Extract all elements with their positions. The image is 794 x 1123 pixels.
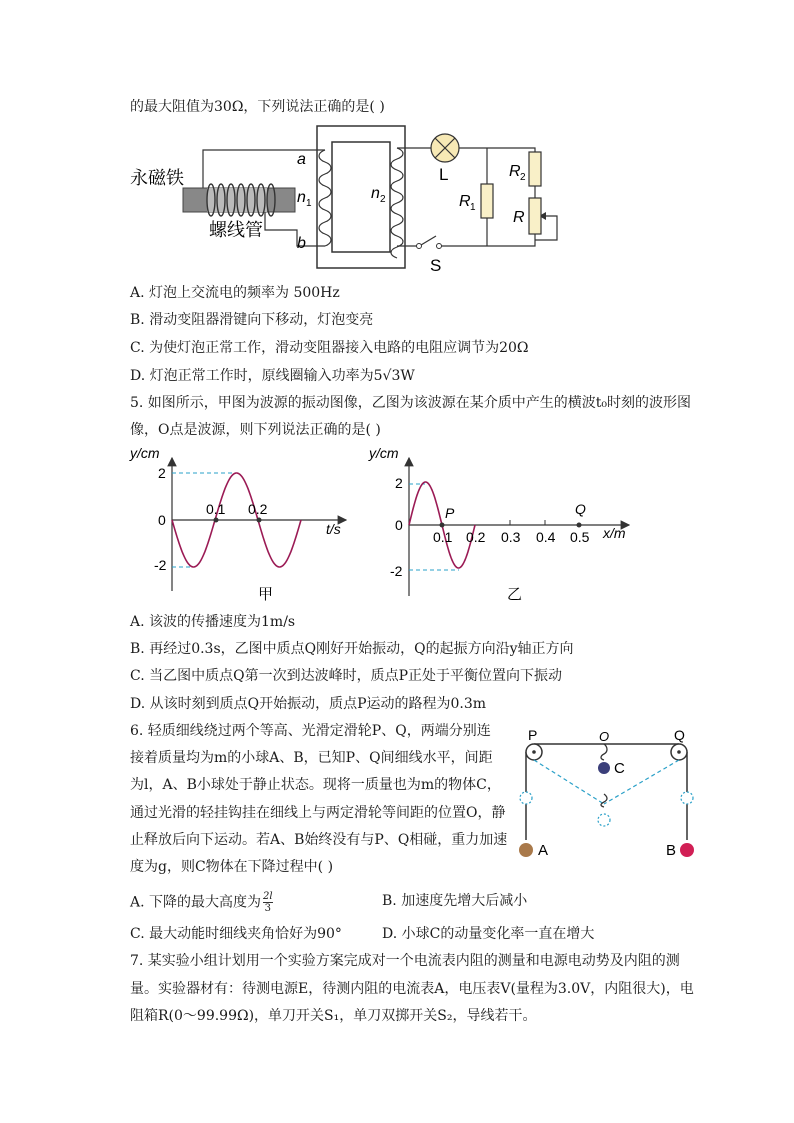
svg-text:P: P [445, 505, 455, 521]
svg-text:1: 1 [470, 202, 476, 213]
svg-text:R: R [509, 163, 521, 180]
q4-option-c: C. 为使灯泡正常工作，滑动变阻器接入电路的电阻应调节为20Ω [130, 340, 529, 356]
svg-text:2: 2 [520, 172, 526, 183]
svg-text:0.4: 0.4 [536, 529, 556, 545]
q6-stem-line2: 接着质量均为m的小球A、B，已知P、Q间细线水平，间距 [130, 750, 493, 766]
q6-option-d: D. 小球C的动量变化率一直在增大 [382, 926, 595, 942]
primary-coil [319, 150, 331, 246]
q7-stem-line2: 量。实验器材有：待测电源E，待测内阻的电流表A，电压表V(量程为3.0V，内阻很大)，电 [130, 981, 694, 997]
switch-s [421, 236, 436, 245]
magnet-label: 永磁铁 [130, 168, 184, 188]
svg-text:A: A [538, 842, 549, 859]
q4-option-b: B. 滑动变阻器滑键向下移动，灯泡变亮 [130, 312, 374, 328]
q5-option-d: D. 从该时刻到质点Q开始振动，质点P运动的路程为0.3m [130, 696, 487, 712]
fraction-2l-3: $\frac{2l}{3}$ [263, 891, 273, 914]
svg-text:Q: Q [575, 501, 586, 517]
svg-text:n: n [297, 189, 306, 206]
svg-text:S: S [430, 256, 442, 275]
q7-stem-line3: 阻箱R(0～99.99Ω)，单刀开关S₁，单刀双掷开关S₂，导线若干。 [130, 1008, 537, 1024]
svg-text:P: P [528, 728, 538, 743]
ball-b [680, 843, 694, 857]
svg-text:y/cm: y/cm [369, 446, 399, 461]
wave-graph-yi [367, 446, 647, 606]
caption-jia: 甲 [258, 586, 274, 603]
q4-option-d: D. 灯泡正常工作时，原线圈输入功率为5√3W [130, 368, 415, 384]
q5-option-b: B. 再经过0.3s，乙图中质点Q刚好开始振动，Q的起振方向沿y轴正方向 [130, 641, 574, 657]
q6-option-a: A. 下降的最大高度为 $\frac{2l}{3}$ [130, 891, 273, 914]
q5-option-c: C. 当乙图中质点Q第一次到达波峰时，质点P正处于平衡位置向下振动 [130, 668, 563, 684]
svg-text:0.1: 0.1 [433, 529, 453, 545]
svg-text:0.3: 0.3 [501, 529, 521, 545]
secondary-coil [391, 148, 403, 258]
vibration-graph-jia [128, 446, 353, 606]
svg-text:t/s: t/s [326, 521, 341, 537]
svg-text:R: R [513, 209, 525, 226]
q6-stem-line1: 6. 轻质细线绕过两个等高、光滑定滑轮P、Q，两端分别连 [130, 723, 491, 739]
q6-option-c: C. 最大动能时细线夹角恰好为90° [130, 926, 342, 942]
svg-text:2: 2 [395, 475, 403, 491]
svg-text:O: O [599, 729, 610, 744]
svg-text:-2: -2 [154, 557, 167, 573]
svg-text:C: C [614, 760, 625, 777]
pulley-figure [508, 728, 698, 863]
q5-stem-line1: 5. 如图所示，甲图为波源的振动图像，乙图为该波源在某介质中产生的横波t₀时刻的波形图 [130, 395, 692, 411]
svg-text:1: 1 [306, 198, 312, 209]
svg-text:0: 0 [395, 517, 403, 533]
svg-text:x/m: x/m [603, 525, 626, 541]
point-q [577, 523, 582, 528]
svg-text:b: b [297, 235, 306, 252]
svg-text:0.1: 0.1 [206, 501, 226, 517]
svg-text:2: 2 [380, 194, 386, 205]
svg-text:-2: -2 [390, 563, 403, 579]
q7-stem-line1: 7. 某实验小组计划用一个实验方案完成对一个电流表内阻的测量和电源电动势及内阻的测 [130, 953, 680, 969]
solenoid-label: 螺线管 [209, 220, 263, 240]
caption-yi: 乙 [507, 586, 523, 603]
svg-text:R: R [459, 193, 471, 210]
svg-text:0.5: 0.5 [570, 529, 590, 545]
svg-text:n: n [371, 185, 380, 202]
question-intro-tail: 的最大阻值为30Ω，下列说法正确的是( ) [130, 99, 385, 115]
resistor-r2 [529, 152, 541, 186]
q6-stem-line5: 止释放后向下运动。若A、B始终没有与P、Q相碰，重力加速 [130, 832, 508, 848]
transformer-core-outer [317, 126, 405, 268]
q6-stem-line6: 度为g，则C物体在下降过程中( ) [130, 859, 334, 875]
resistor-r1 [481, 184, 493, 218]
ball-a [519, 843, 533, 857]
q4-option-a: A. 灯泡上交流电的频率为 500Hz [130, 285, 340, 301]
transformer-circuit-figure [125, 118, 585, 276]
q6-option-b: B. 加速度先增大后减小 [382, 893, 528, 909]
q5-stem-line2: 像，O点是波源，则下列说法正确的是( ) [130, 422, 381, 438]
svg-text:L: L [439, 165, 449, 184]
q5-option-a: A. 该波的传播速度为1m/s [130, 614, 296, 630]
svg-text:y/cm: y/cm [130, 446, 160, 461]
svg-text:0: 0 [158, 512, 166, 528]
svg-text:0.2: 0.2 [248, 501, 268, 517]
svg-text:0.2: 0.2 [466, 529, 486, 545]
svg-text:Q: Q [674, 728, 685, 743]
svg-text:a: a [297, 151, 306, 168]
q6-stem-line4: 通过光滑的轻挂钩挂在细线上与两定滑轮等间距的位置O，静 [130, 805, 506, 821]
point-p [440, 523, 445, 528]
svg-text:B: B [666, 842, 677, 859]
q6-stem-line3: 为l，A、B小球处于静止状态。现将一质量也为m的物体C， [130, 777, 501, 793]
rheostat-r [529, 198, 541, 234]
svg-text:2: 2 [158, 465, 166, 481]
ball-c [598, 762, 610, 774]
